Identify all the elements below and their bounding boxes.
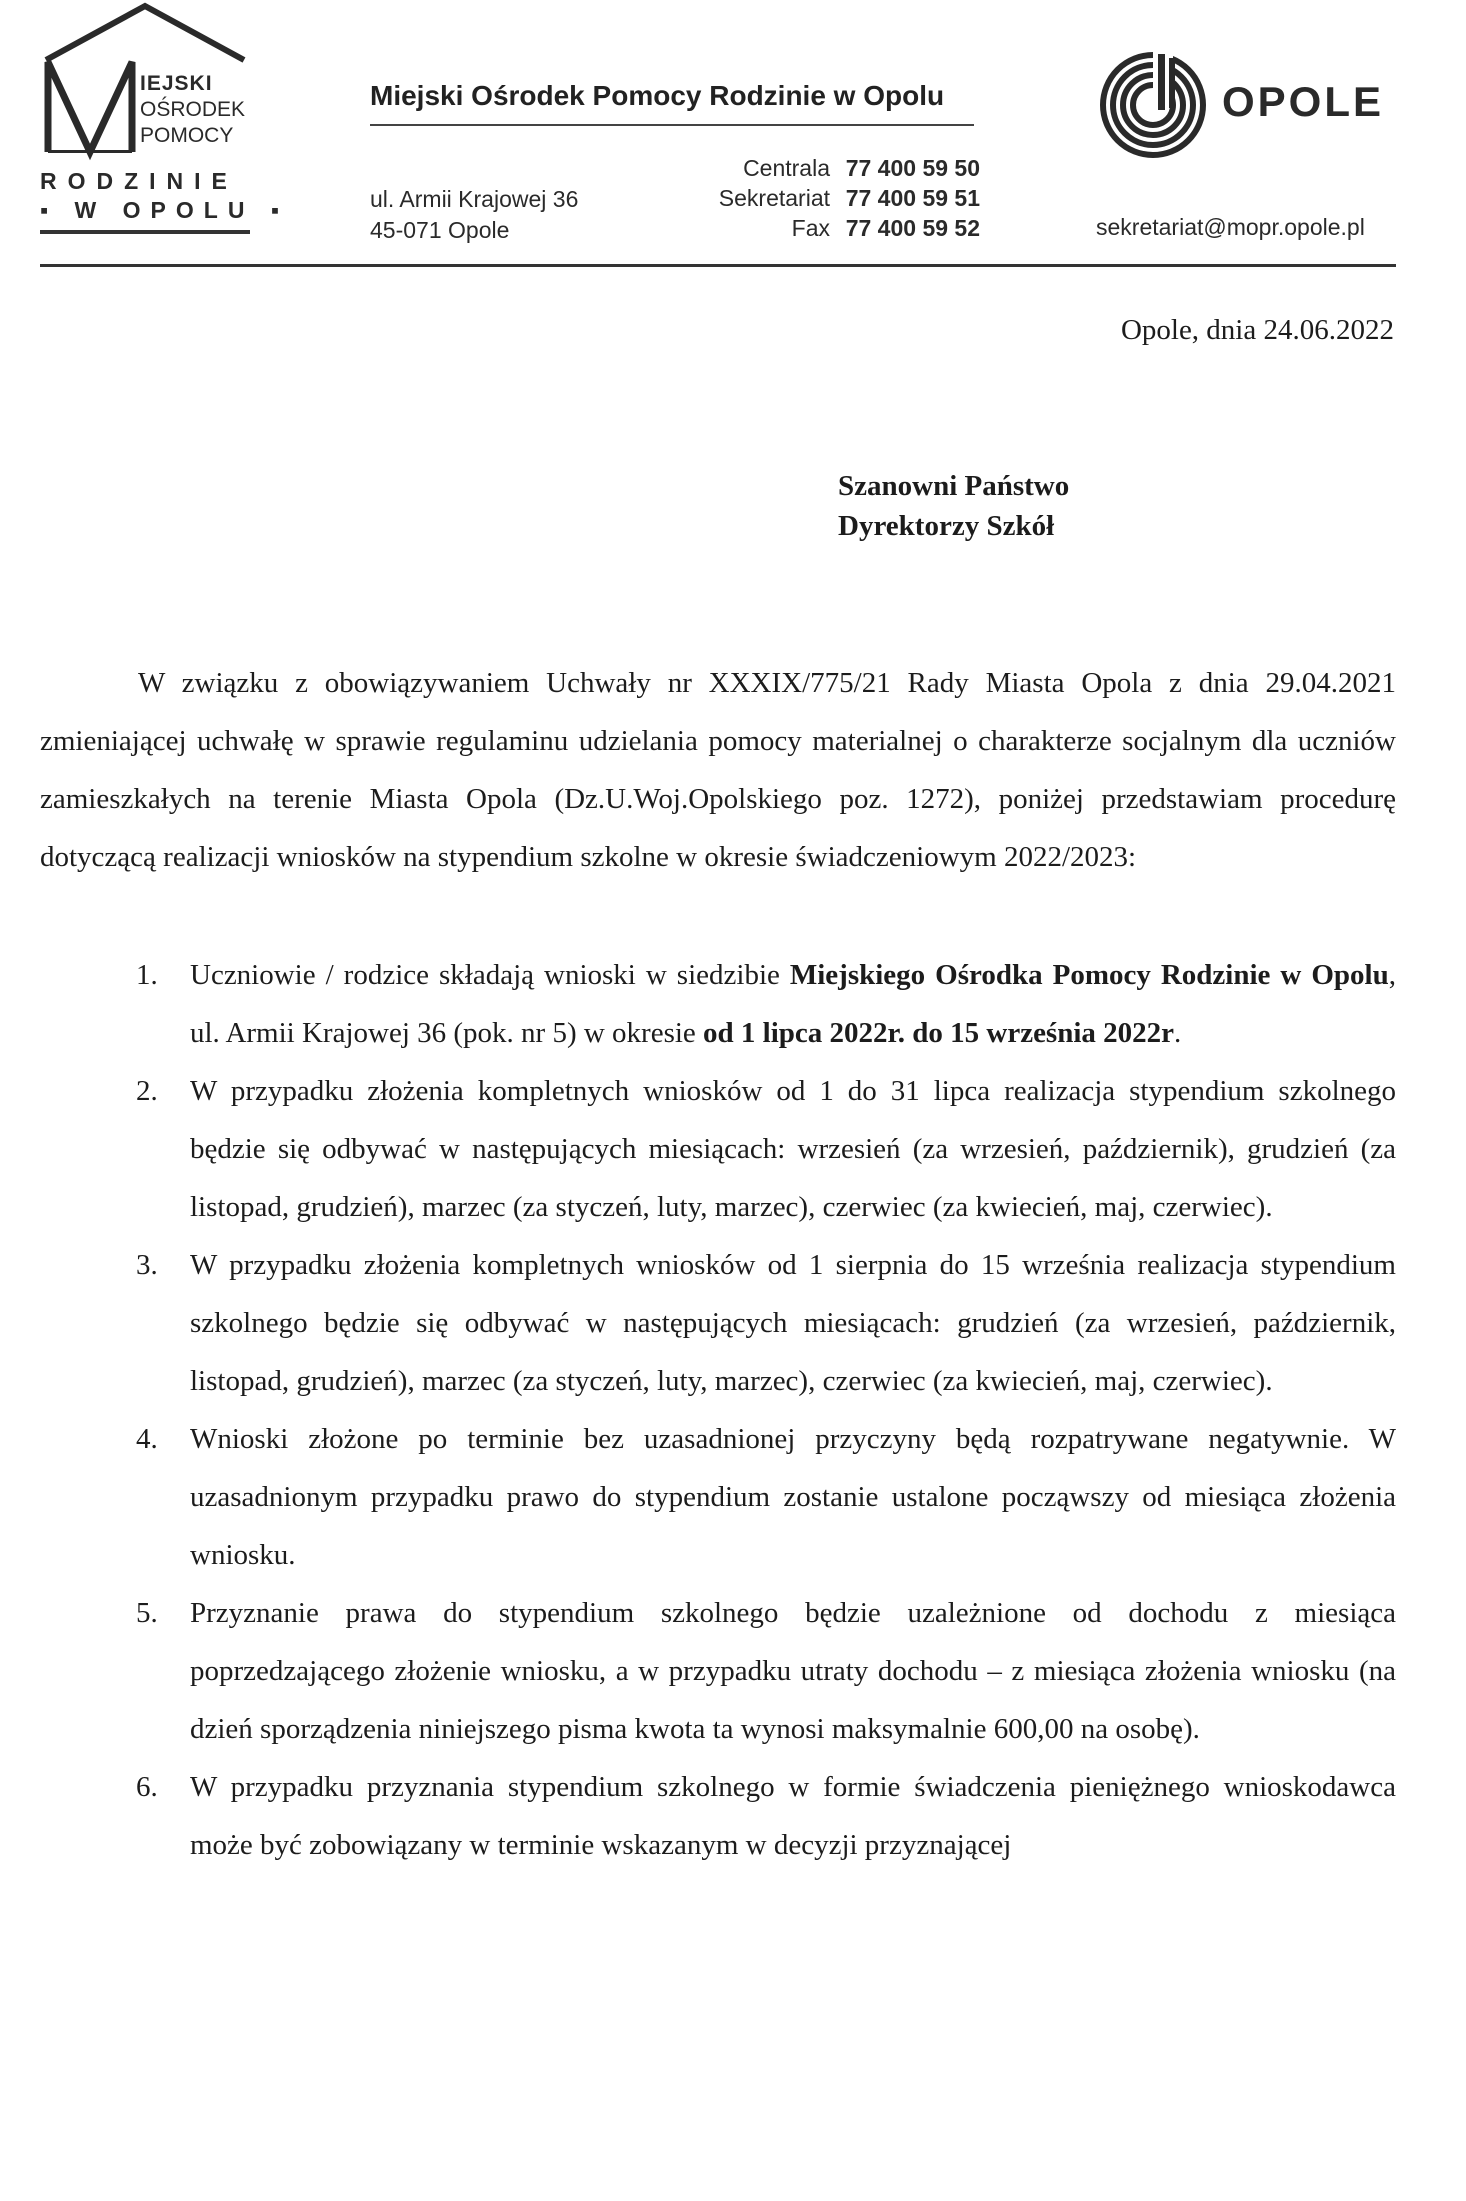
organization-name: Miejski Ośrodek Pomocy Rodzinie w Opolu: [370, 80, 945, 111]
logo-text-w-opolu: ▪ W OPOLU ▪: [40, 197, 289, 223]
organization-name-rule: [370, 124, 974, 126]
addressee: [838, 466, 1069, 546]
contact-row: [660, 153, 980, 183]
contact-label: Sekretariat: [718, 185, 830, 211]
opole-city-logo-icon: [1098, 50, 1208, 160]
list-item-text: .: [1174, 1017, 1182, 1049]
header-divider: [40, 264, 1396, 267]
list-item-number: 3.: [136, 1249, 158, 1281]
logo-text-miejski: IEJSKI: [140, 72, 213, 95]
list-item-text: , ul. Armii Krajowej 36 (pok. nr 5) w okresie: [190, 959, 1396, 1049]
list-item-number: 6.: [136, 1771, 158, 1803]
list-item-text: Uczniowie / rodzice składają wnioski w siedzibie: [190, 959, 790, 991]
logo-text-pomocy: POMOCY: [140, 124, 234, 147]
address-city: 45-071 Opole: [370, 217, 510, 243]
contact-phone: 77 400 59 50: [845, 155, 980, 181]
list-item-number: 4.: [136, 1423, 158, 1455]
list-item-number: 1.: [136, 959, 158, 991]
list-item-number: 5.: [136, 1597, 158, 1629]
contact-label: Fax: [791, 215, 830, 241]
organization-address: [370, 184, 578, 246]
mopr-logo: [40, 0, 289, 245]
list-item: [40, 1758, 1396, 1874]
list-item: [40, 1062, 1396, 1236]
list-item-text: W przypadku przyznania stypendium szkolnego w formie świadczenia pieniężnego wnioskodawca może być zobowiązany w terminie wskazanym w decyzji przyznającej: [190, 1771, 1396, 1861]
list-item: [40, 1236, 1396, 1410]
addressee-line: Szanowni Państwo: [838, 470, 1070, 502]
procedure-list: [40, 946, 1396, 1874]
intro-paragraph: W związku z obowiązywaniem Uchwały nr XXXIX/775/21 Rady Miasta Opola z dnia 29.04.2021 zmieniającej uchwałę w sprawie regulaminu udzielania pomocy materialnej o charakterze socjalnym dla uczniów zamieszkałych na terenie Miasta Opola (Dz.U.Woj.Opolskiego poz. 1272), poniżej przedstawiam procedurę dotyczącą realizacji wniosków na stypendium szkolne w okresie świadczeniowym 2022/2023:: [40, 667, 1396, 873]
list-item-text: Przyznanie prawa do stypendium szkolnego będzie uzależnione od dochodu z miesiąca poprzedzającego złożenie wniosku, a w przypadku utraty dochodu – z miesiąca złożenia wniosku (na dzień sporządzenia niniejszego pisma kwota ta wynosi maksymalnie 600,00 na osobę).: [190, 1597, 1396, 1745]
letter-date: Opole, dnia 24.06.2022: [1120, 314, 1394, 346]
list-item: [40, 1584, 1396, 1758]
list-item-text: W przypadku złożenia kompletnych wniosków od 1 do 31 lipca realizacja stypendium szkolnego będzie się odbywać w następujących miesiącach: wrzesień (za wrzesień, październik), grudzień (za listopad, grudzień), marzec (za styczeń, luty, marzec), czerwiec (za kwiecień, maj, czerwiec).: [190, 1075, 1396, 1223]
list-item: [40, 946, 1396, 1062]
address-street: ul. Armii Krajowej 36: [370, 186, 579, 212]
list-item: [40, 1410, 1396, 1584]
list-item-bold-text: Miejskiego Ośrodka Pomocy Rodzinie w Opolu: [789, 959, 1389, 991]
contact-row: [660, 213, 980, 243]
list-item-text: W przypadku złożenia kompletnych wniosków od 1 sierpnia do 15 września realizacja stypendium szkolnego będzie się odbywać w następujących miesiącach: grudzień (za wrzesień, październik, listopad, grudzień), marzec (za styczeń, luty, marzec), czerwiec (za kwiecień, maj, czerwiec).: [190, 1249, 1396, 1397]
contact-fax: 77 400 59 52: [845, 215, 980, 241]
addressee-line: Dyrektorzy Szkół: [838, 510, 1055, 542]
contact-row: [660, 183, 980, 213]
contact-list: [660, 153, 980, 243]
contact-phone: 77 400 59 51: [845, 185, 980, 211]
logo-text-rodzinie: RODZINIE: [40, 168, 238, 194]
list-item-text: Wnioski złożone po terminie bez uzasadnionej przyczyny będą rozpatrywane negatywnie. W uzasadnionym przypadku prawo do stypendium zostanie ustalone począwszy od miesiąca złożenia wniosku.: [190, 1423, 1396, 1571]
contact-label: Centrala: [743, 155, 830, 181]
logo-text-osrodek: OŚRODEK: [140, 98, 246, 121]
contact-email: sekretariat@mopr.opole.pl: [1096, 214, 1365, 240]
logo-underline: [40, 230, 250, 234]
list-item-number: 2.: [136, 1075, 158, 1107]
opole-wordmark: OPOLE: [1222, 78, 1385, 125]
list-item-bold-text: od 1 lipca 2022r. do 15 września 2022r: [703, 1017, 1175, 1049]
